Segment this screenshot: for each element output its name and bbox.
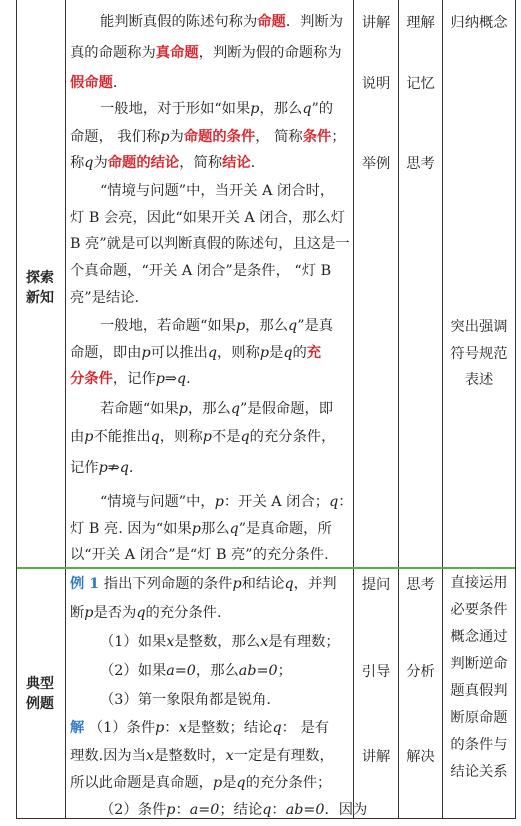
design-intent: 突出强调 [450,319,508,335]
text-line: 灯 B 会亮，因此“如果开关 A 闭合，那么灯 [70,210,346,226]
text-line: 记作p⇏q. [70,460,134,476]
text-line: （2）条件p：a=0；结论q：ab=0．因为 [100,802,368,818]
teaching-activity: 讲解 [361,749,391,765]
text-line: “情境与问题”中，p：开关 A 闭合；q： [100,494,353,510]
text-line: （2）如果a=0，那么ab=0； [100,663,292,679]
text-line: B 亮”就是可以判断真假的陈述句，且这是一 [70,236,350,252]
design-intent: 直接运用 必要条件 概念通过 判断逆命 题真假判 断原命题 的条件与 结论关系 [450,575,508,780]
text-line: 称q为命题的结论，简称结论． [70,155,266,171]
teaching-activity: 引导 [361,664,391,680]
student-activity: 记忆 [406,76,435,92]
text-line: 若命题“如果p，那么q”是假命题，即 [100,401,334,417]
section-label-explore: 探索 新知 [26,270,54,306]
teaching-activity: 说明 [361,76,391,92]
design-intent: 归纳概念 [450,15,508,31]
text-line: 断p是否为q的充分条件. [70,605,222,621]
column-divider [65,0,66,818]
teaching-activity: 讲解 [361,15,391,31]
column-divider [398,0,399,818]
design-intent: 符号规范 [450,346,508,362]
text-line: （1）如果x是整数，那么x是有理数； [100,634,340,650]
text-line: 假命题． [70,75,128,91]
text-line: 一般地，若命题“如果p，那么q”是真 [100,318,334,334]
column-divider [353,0,354,818]
text-line: 命题，即由p可以推出q，则称p是q的充 [70,345,322,361]
student-activity: 理解 [406,15,435,31]
text-line: 灯 B 亮. 因为“如果p那么q”是真命题，所 [70,521,332,537]
teaching-activity: 举例 [361,156,391,172]
design-intent: 表述 [464,372,494,388]
student-activity: 思考 [406,577,435,593]
student-activity: 解决 [406,749,435,765]
text-line: 命题， 我们称p为命题的条件， 简称条件； [70,129,346,145]
text-line: 解 （1）条件p：x是整数；结论q： 是有 [70,720,330,736]
text-line: 例 1 指出下列命题的条件p和结论q，并判 [70,576,337,592]
text-line: 理数.因为当x是整数时，x一定是有理数， [70,748,334,764]
section-label-examples: 典型 例题 [26,676,54,712]
text-line: 以“开关 A 闭合”是“灯 B 亮”的充分条件. [70,547,329,563]
text-line: 亮”是结论. [70,290,140,306]
section-divider [17,567,515,569]
student-activity: 分析 [406,664,435,680]
lesson-plan-table [16,0,516,819]
student-activity: 思考 [406,156,435,172]
text-line: 真的命题称为真命题，判断为假的命题称为 [70,45,342,61]
text-line: （3）第一象限角都是锐角. [100,692,271,708]
teaching-activity: 提问 [361,577,391,593]
text-line: 能判断真假的陈述句称为命题．判断为 [100,14,344,30]
text-line: 一般地，对于形如“如果p，那么q”的 [100,101,334,117]
text-line: 分条件，记作p⇒q. [70,371,191,387]
text-line: “情境与问题”中，当开关 A 闭合时， [100,183,335,199]
text-line: 由p不能推出q，则称p不是q的充分条件， [70,429,336,445]
text-line: 所以此命题是真命题，p是q的充分条件； [70,775,332,791]
text-line: 个真命题，“开关 A 闭合”是条件， “灯 B [70,263,332,279]
